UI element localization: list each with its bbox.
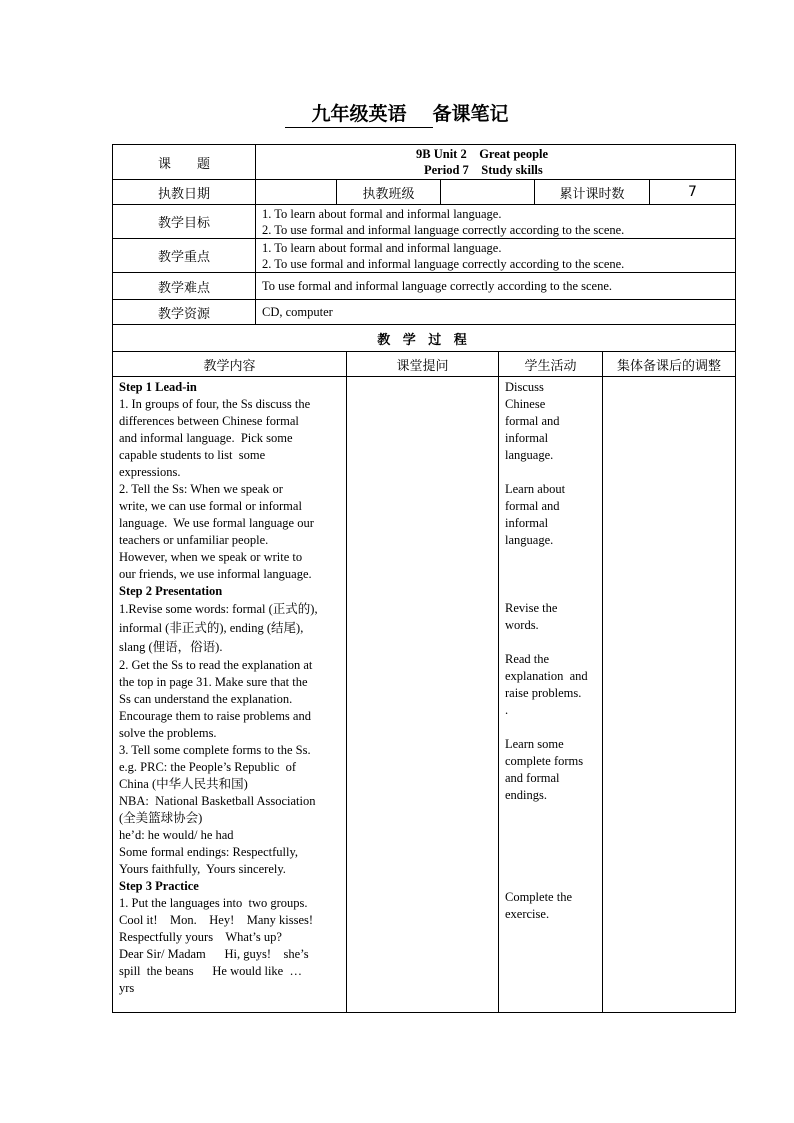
class-value: [441, 180, 535, 205]
key-item-2: 2. To use formal and informal language correctly according to the scene.: [262, 256, 625, 271]
title-notes: 备课笔记: [432, 103, 509, 125]
process-body-row: [113, 377, 736, 1013]
content-line: language. We use formal language our: [119, 516, 314, 530]
content-line: Dear Sir/ Madam Hi, guys! she’s: [119, 947, 309, 961]
activity-line: Learn some: [505, 737, 564, 751]
activity-line: informal: [505, 431, 549, 445]
content-line: China (中华人民共和国): [119, 777, 248, 791]
topic-label: 课 题: [113, 145, 256, 180]
date-label: 执教日期: [113, 180, 256, 205]
step-1-heading: Step 1 Lead-in: [119, 380, 197, 394]
content-line: expressions.: [119, 465, 181, 479]
activity-line: Revise the: [505, 601, 558, 615]
difficulty-row: [113, 273, 736, 300]
content-line: differences between Chinese formal: [119, 414, 299, 428]
col-adjustments: 集体备课后的调整: [603, 352, 736, 377]
content-line: However, when we speak or write to: [119, 550, 303, 564]
activity-line: Read the: [505, 652, 550, 666]
process-column-headers: [113, 352, 736, 377]
teaching-content-cell: [113, 377, 347, 1013]
content-line: (全美篮球协会): [119, 811, 203, 825]
activity-line: exercise.: [505, 907, 550, 921]
content-line: solve the problems.: [119, 726, 217, 740]
activity-line: Chinese: [505, 397, 546, 411]
resources-row: [113, 300, 736, 325]
activity-line: .: [505, 703, 509, 717]
content-line: Cool it! Mon. Hey! Many kisses!: [119, 913, 314, 927]
process-heading: 教 学 过 程: [113, 325, 736, 352]
content-line: Yours faithfully, Yours sincerely.: [119, 862, 286, 876]
title-subject: 九年级英语: [285, 102, 432, 128]
goals-value: [256, 205, 736, 239]
spacer: [505, 464, 596, 481]
content-line: 2. Get the Ss to read the explanation at: [119, 658, 313, 672]
content-line: he’d: he would/ he had: [119, 828, 234, 842]
content-line: write, we can use formal or informal: [119, 499, 302, 513]
activity-line: informal: [505, 516, 549, 530]
content-line: 1. Put the languages into two groups.: [119, 896, 308, 910]
content-line: 1. In groups of four, the Ss discuss the: [119, 397, 311, 411]
content-line: informal (非正式的), ending (结尾),: [119, 621, 304, 635]
col-class-questions: 课堂提问: [347, 352, 499, 377]
activity-line: raise problems.: [505, 686, 582, 700]
activity-line: and formal: [505, 771, 560, 785]
content-line: 3. Tell some complete forms to the Ss.: [119, 743, 311, 757]
class-label: 执教班级: [337, 180, 441, 205]
resources-value: CD, computer: [256, 300, 736, 325]
activity-line: Learn about: [505, 482, 566, 496]
content-line: spill the beans He would like …: [119, 964, 302, 978]
activity-line: complete forms: [505, 754, 584, 768]
content-line: teachers or unfamiliar people.: [119, 533, 269, 547]
content-line: slang (俚语，俗语).: [119, 640, 223, 654]
class-questions-cell: [347, 377, 499, 1013]
goals-item-2: 2. To use formal and informal language correctly according to the scene.: [262, 222, 625, 237]
page-title: [0, 102, 794, 128]
goals-label: 教学目标: [113, 205, 256, 239]
content-line: 2. Tell the Ss: When we speak or: [119, 482, 283, 496]
activity-line: formal and: [505, 414, 560, 428]
content-line: Ss can understand the explanation.: [119, 692, 293, 706]
activity-line: endings.: [505, 788, 548, 802]
lesson-info-table: [112, 144, 736, 325]
content-line: Some formal endings: Respectfully,: [119, 845, 299, 859]
difficulty-value: To use formal and informal language correctly according to the scene.: [256, 273, 736, 300]
step-3-heading: Step 3 Practice: [119, 879, 199, 893]
process-heading-row: [113, 325, 736, 352]
activity-line: words.: [505, 618, 539, 632]
content-line: Encourage them to raise problems and: [119, 709, 311, 723]
content-line: e.g. PRC: the People’s Republic of: [119, 760, 297, 774]
spacer: [505, 549, 596, 600]
activity-line: Complete the: [505, 890, 572, 904]
content-line: the top in page 31. Make sure that the: [119, 675, 308, 689]
col-teaching-content: 教学内容: [113, 352, 347, 377]
student-activities-cell: [499, 377, 603, 1013]
spacer: [505, 804, 596, 889]
spacer: [505, 719, 596, 736]
content-line: Respectfully yours What’s up?: [119, 930, 282, 944]
hours-label: 累计课时数: [535, 180, 650, 205]
content-line: capable students to list some: [119, 448, 266, 462]
topic-value: [256, 145, 736, 180]
col-student-activities: 学生活动: [499, 352, 603, 377]
key-points-row: [113, 239, 736, 273]
content-line: and informal language. Pick some: [119, 431, 293, 445]
activity-line: Discuss: [505, 380, 544, 394]
date-row: [113, 180, 736, 205]
spacer: [505, 634, 596, 651]
teaching-process-table: [112, 324, 736, 1013]
step-2-heading: Step 2 Presentation: [119, 584, 223, 598]
resources-label: 教学资源: [113, 300, 256, 325]
date-value: [256, 180, 337, 205]
topic-unit: 9B Unit 2 Great people: [416, 147, 549, 161]
goals-row: [113, 205, 736, 239]
topic-period: Period 7 Study skills: [424, 163, 543, 177]
content-line: our friends, we use informal language.: [119, 567, 312, 581]
content-line: NBA: National Basketball Association: [119, 794, 316, 808]
activity-line: explanation and: [505, 669, 588, 683]
topic-row: [113, 145, 736, 180]
key-points-label: 教学重点: [113, 239, 256, 273]
activity-line: language.: [505, 448, 554, 462]
adjustments-cell: [603, 377, 736, 1013]
difficulty-label: 教学难点: [113, 273, 256, 300]
hours-value: 7: [650, 180, 736, 205]
content-line: 1.Revise some words: formal (正式的),: [119, 602, 318, 616]
activity-line: language.: [505, 533, 554, 547]
goals-item-1: 1. To learn about formal and informal language.: [262, 206, 502, 221]
activity-line: formal and: [505, 499, 560, 513]
content-line: yrs: [119, 981, 135, 995]
key-points-value: [256, 239, 736, 273]
key-item-1: 1. To learn about formal and informal language.: [262, 240, 502, 255]
